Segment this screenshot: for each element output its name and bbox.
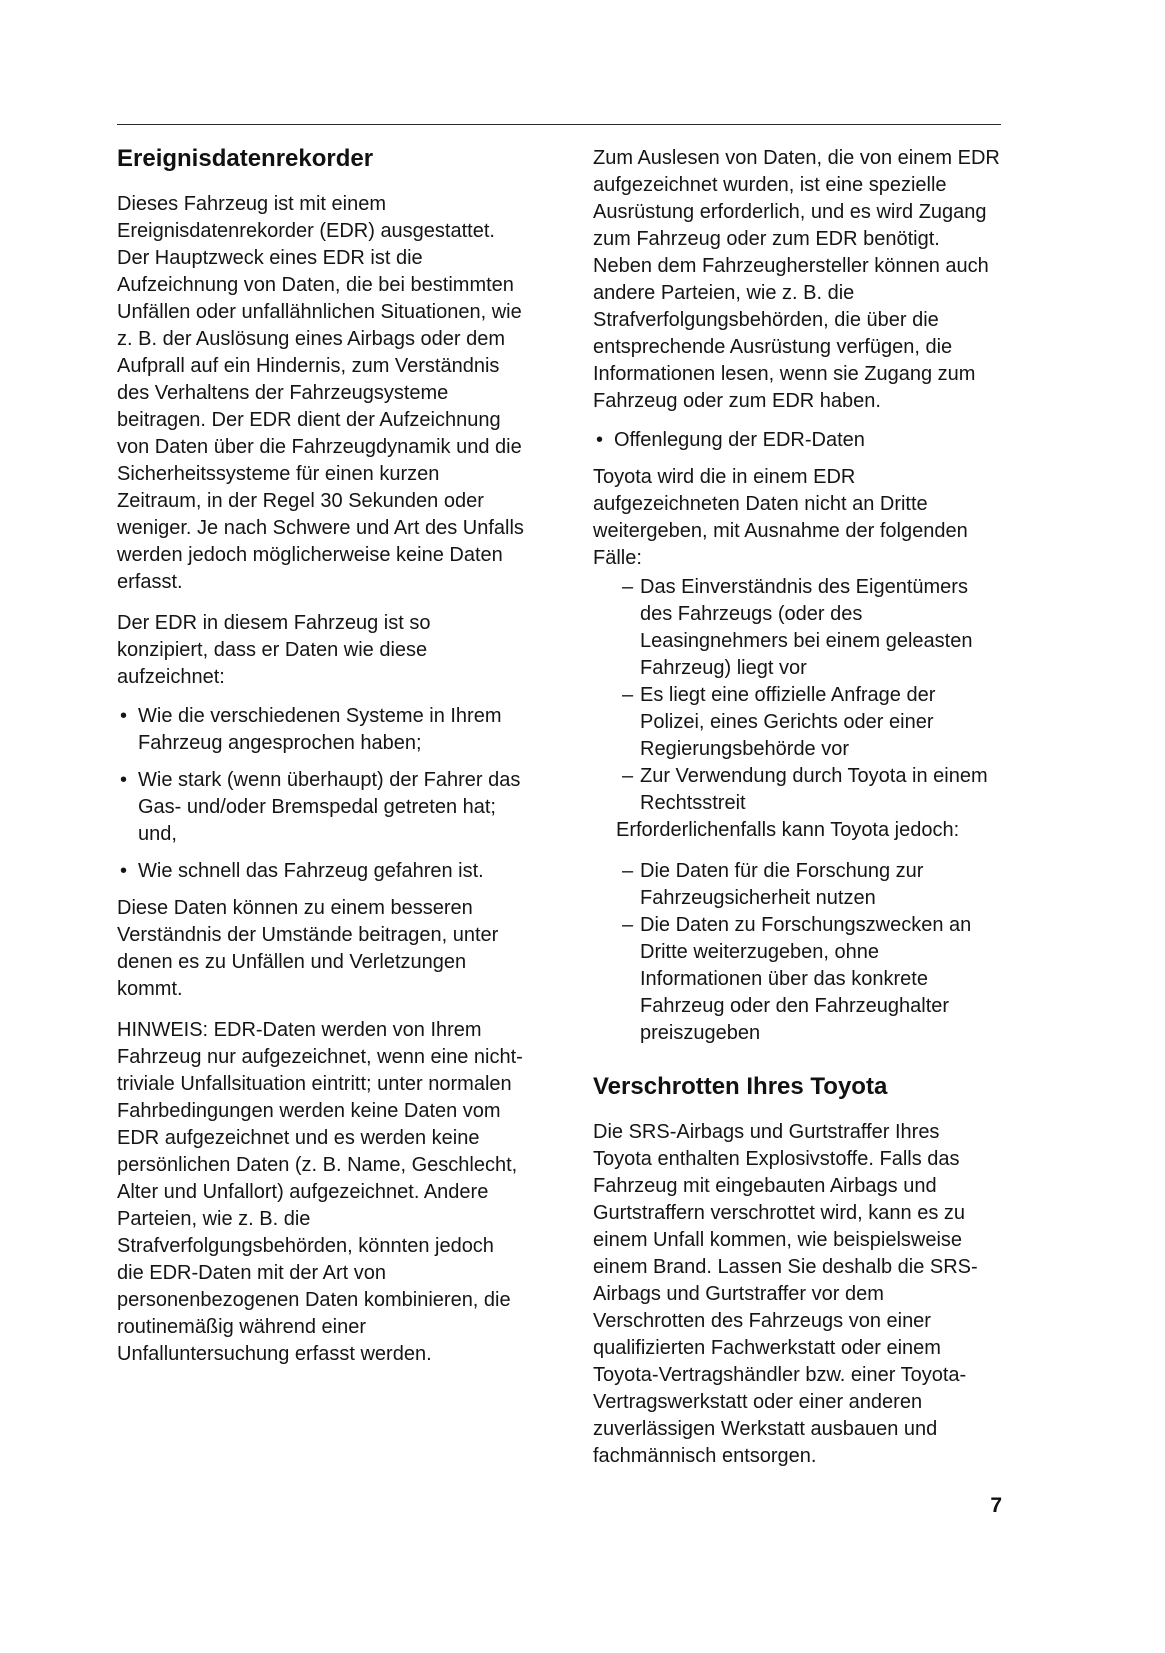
disclosure-list-item [593,427,1001,454]
edr-notice-paragraph: HINWEIS: EDR-Daten werden von Ihrem Fahrzeug nur aufgezeichnet, wenn eine nicht-triviale Unfallsituation eintritt; unter normalen Fahrbedingungen werden keine Daten vom EDR aufgezeichnet und es werden keine persönlichen Daten (z. B. Name, Geschlecht, Alter und Unfallort) aufgezeichnet. Andere Parteien, wie z. B. die Strafverfolgungsbehörden, könnten jedoch die EDR-Daten mit der Art von personenbezogenen Daten kombinieren, die routinemäßig während einer Unfalluntersuchung erfasst werden. [117,1019,523,1365]
right-column [593,145,1001,1484]
dash-list-item [622,912,1001,1047]
dash-icon: – [622,684,634,706]
dash-item-text: Das Einverständnis des Eigentümers des Fahrzeugs (oder des Leasingnehmers bei einem geleasten Fahrzeug) liegt vor [640,576,973,679]
bullet-icon: • [120,860,128,882]
list-item-text: Wie stark (wenn überhaupt) der Fahrer das Gas- und/oder Bremspedal getreten hat; und, [138,769,521,845]
disclosure-cases-list [593,574,1001,817]
dash-item-text: Die Daten zu Forschungszwecken an Dritte weiterzugeben, ohne Informationen über das konkrete Fahrzeug oder den Fahrzeughalter preiszugeben [640,914,972,1044]
scrapping-paragraph: Die SRS-Airbags und Gurtstraffer Ihres Toyota enthalten Explosivstoffe. Falls das Fahrzeug mit eingebauten Airbags und Gurtstraffern verschrottet wird, kann es zu einem Unfall kommen, wie beispielsweise einem Brand. Lassen Sie deshalb die SRS-Airbags und Gurtstraffer vor dem Verschrotten des Fahrzeugs von einer qualifizierten Fachwerkstatt oder einem Toyota-Vertragshändler bzw. einer Toyota-Vertragswerkstatt oder einer anderen zuverlässigen Werkstatt ausbauen und fachmännisch entsorgen. [593,1121,978,1467]
two-column-layout [117,145,1001,1484]
edr-understanding-paragraph: Diese Daten können zu einem besseren Verständnis der Umstände beitragen, unter denen es zu Unfällen und Verletzungen kommt. [117,897,499,1000]
dash-item-text: Es liegt eine offizielle Anfrage der Polizei, eines Gerichts oder einer Regierungsbehörde vor [640,684,936,760]
toyota-may-list [593,858,1001,1047]
dash-icon: – [622,860,634,882]
dash-list-item [622,763,1001,817]
toyota-may-paragraph: Erforderlichenfalls kann Toyota jedoch: [616,819,960,841]
heading-event-data-recorder: Ereignisdatenrekorder [117,145,374,172]
list-item-text: Wie schnell das Fahrzeug gefahren ist. [138,860,484,882]
document-page [117,124,1001,1484]
dash-icon: – [622,576,634,598]
list-item-text: Wie die verschiedenen Systeme in Ihrem Fahrzeug angesprochen haben; [138,705,502,754]
bullet-icon: • [120,769,128,791]
bullet-icon: • [120,705,128,727]
dash-item-text: Die Daten für die Forschung zur Fahrzeugsicherheit nutzen [640,860,924,909]
dash-list-item [622,574,1001,682]
dash-item-text: Zur Verwendung durch Toyota in einem Rechtsstreit [640,765,988,814]
bullet-icon: • [596,429,604,451]
disclosure-title: Offenlegung der EDR-Daten [614,429,865,451]
heading-scrapping-toyota: Verschrotten Ihres Toyota [593,1073,888,1100]
dash-list-item [622,858,1001,912]
list-item [117,858,525,885]
dash-list-item [622,682,1001,763]
disclosure-intro-paragraph: Toyota wird die in einem EDR aufgezeichneten Daten nicht an Dritte weitergeben, mit Ausnahme der folgenden Fälle: [593,466,968,569]
edr-readout-paragraph: Zum Auslesen von Daten, die von einem EDR aufgezeichnet wurden, ist eine spezielle Ausrüstung erforderlich, und es wird Zugang zum Fahrzeug oder zum EDR benötigt. Neben dem Fahrzeughersteller können auch andere Parteien, wie z. B. die Strafverfolgungsbehörden, die über die entsprechende Ausrüstung verfügen, die Informationen lesen, wenn sie Zugang zum Fahrzeug oder zum EDR haben. [593,147,1000,412]
top-rule [117,124,1001,125]
edr-intro-paragraph: Dieses Fahrzeug ist mit einem Ereignisdatenrekorder (EDR) ausgestattet. Der Hauptzweck eines EDR ist die Aufzeichnung von Daten, die bei bestimmten Unfällen oder unfallähnlichen Situationen, wie z. B. der Auslösung eines Airbags oder dem Aufprall auf ein Hindernis, zum Verständnis des Verhaltens der Fahrzeugsysteme beitragen. Der EDR dient der Aufzeichnung von Daten über die Fahrzeugdynamik und die Sicherheitssysteme für einen kurzen Zeitraum, in der Regel 30 Sekunden oder weniger. Je nach Schwere und Art des Unfalls werden jedoch möglicherweise keine Daten erfasst. [117,193,524,593]
list-item [117,767,525,848]
edr-records-list [117,703,525,885]
page-number: 7 [990,1494,1002,1517]
left-column [117,145,525,1484]
dash-icon: – [622,914,634,936]
dash-icon: – [622,765,634,787]
edr-design-paragraph: Der EDR in diesem Fahrzeug ist so konzipiert, dass er Daten wie diese aufzeichnet: [117,612,431,688]
list-item [117,703,525,757]
